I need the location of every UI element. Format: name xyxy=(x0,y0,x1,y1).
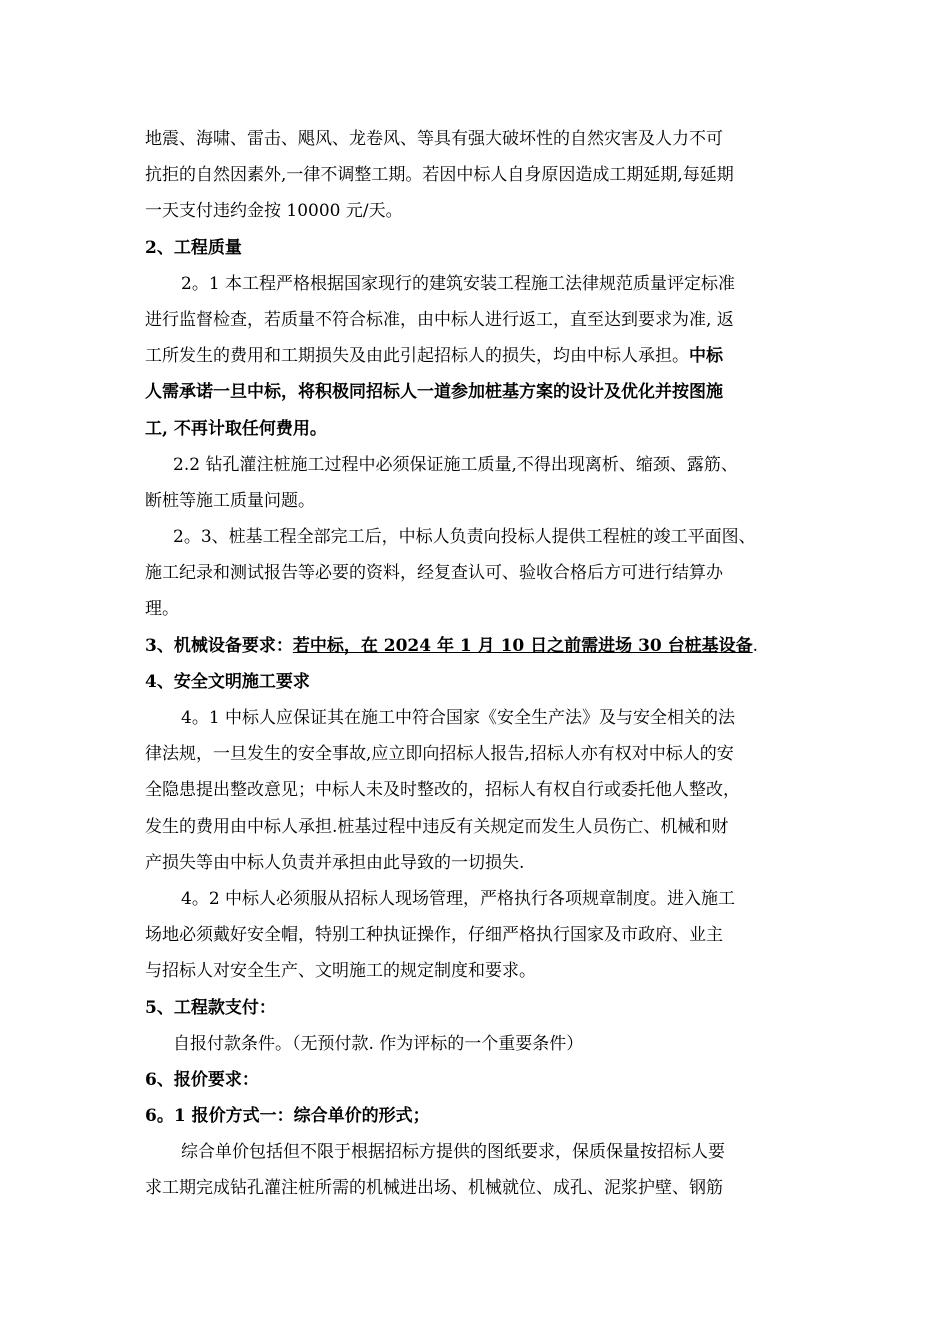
text-line: 进行监督检查，若质量不符合标准，由中标人进行返工，直至达到要求为准, 返 xyxy=(145,309,734,330)
text-line: 地震、海啸、雷击、飓风、龙卷风、等具有强大破坏性的自然灾害及人力不可 xyxy=(145,129,723,149)
text-line: 一天支付违约金按 10000 元/天。 xyxy=(145,201,403,222)
document-body xyxy=(145,121,815,1207)
section-heading-quality: 2、工程质量 xyxy=(145,237,242,258)
text-line: 抗拒的自然因素外,一律不调整工期。若因中标人自身原因造成工期延期,每延期 xyxy=(145,165,734,186)
section-heading-safety: 4、安全文明施工要求 xyxy=(145,671,310,692)
bold-text-line: 人需承诺一旦中标，将积极同招标人一道参加桩基方案的设计及优化并按图施 xyxy=(145,382,723,403)
text-line: 律法规，一旦发生的安全事故,应立即向招标人报告,招标人亦有权对中标人的安 xyxy=(145,744,734,765)
text-line: 2。1 本工程严格根据国家现行的建筑安装工程施工法律规范质量评定标准 xyxy=(181,273,736,294)
text-line: 断桩等施工质量问题。 xyxy=(145,490,315,511)
text-line: 全隐患提出整改意见；中标人未及时整改的，招标人有权自行或委托他人整改， xyxy=(145,780,740,801)
text-line: 4。1 中标人应保证其在施工中符合国家《安全生产法》及与安全相关的法 xyxy=(181,708,736,728)
text-line: 施工纪录和测试报告等必要的资料，经复查认可、验收合格后方可进行结算办 xyxy=(145,563,723,584)
text-line: 综合单价包括但不限于根据招标方提供的图纸要求，保质保量按招标人要 xyxy=(181,1142,725,1163)
bold-text-run: 中标 xyxy=(689,346,723,367)
text-line: 2。3、桩基工程全部完工后，中标人负责向投标人提供工程桩的竣工平面图、 xyxy=(173,527,756,548)
section-heading-quotation: 6、报价要求： xyxy=(145,1069,259,1090)
section-heading-equipment xyxy=(145,628,815,664)
text-line: 4。2 中标人必须服从招标人现场管理，严格执行各项规章制度。进入施工 xyxy=(181,888,736,909)
text-line: 与招标人对安全生产、文明施工的规定制度和要求。 xyxy=(145,961,536,982)
bold-text-line: 工, 不再计取任何费用。 xyxy=(145,418,327,439)
section-heading-payment: 5、工程款支付： xyxy=(145,997,276,1018)
heading-label: 3、机械设备要求： xyxy=(145,635,293,656)
subsection-heading: 6。1 报价方式一：综合单价的形式； xyxy=(145,1106,430,1127)
underlined-requirement: 若中标，在 2024 年 1 月 10 日之前需进场 30 台桩基设备 xyxy=(292,635,753,656)
text-line: 产损失等由中标人负责并承担由此导致的一切损失. xyxy=(145,852,525,873)
text-line: 自报付款条件。（无预付款. 作为评标的一个重要条件） xyxy=(173,1033,584,1054)
text-line: 求工期完成钻孔灌注桩所需的机械进出场、机械就位、成孔、泥浆护壁、钢筋 xyxy=(145,1178,723,1199)
text-line: 理。 xyxy=(145,599,179,620)
text-run: . xyxy=(752,635,759,656)
text-run: 工所发生的费用和工期损失及由此引起招标人的损失，均由中标人承担。 xyxy=(145,346,689,367)
text-line: 2.2 钻孔灌注桩施工过程中必须保证施工质量,不得出现离析、缩颈、露筋、 xyxy=(173,454,738,475)
text-line: 发生的费用由中标人承担.桩基过程中违反有关规定而发生人员伤亡、机械和财 xyxy=(145,816,729,837)
text-line: 场地必须戴好安全帽，特别工种执证操作，仔细严格执行国家及市政府、业主 xyxy=(145,925,723,946)
text-line xyxy=(145,338,815,374)
